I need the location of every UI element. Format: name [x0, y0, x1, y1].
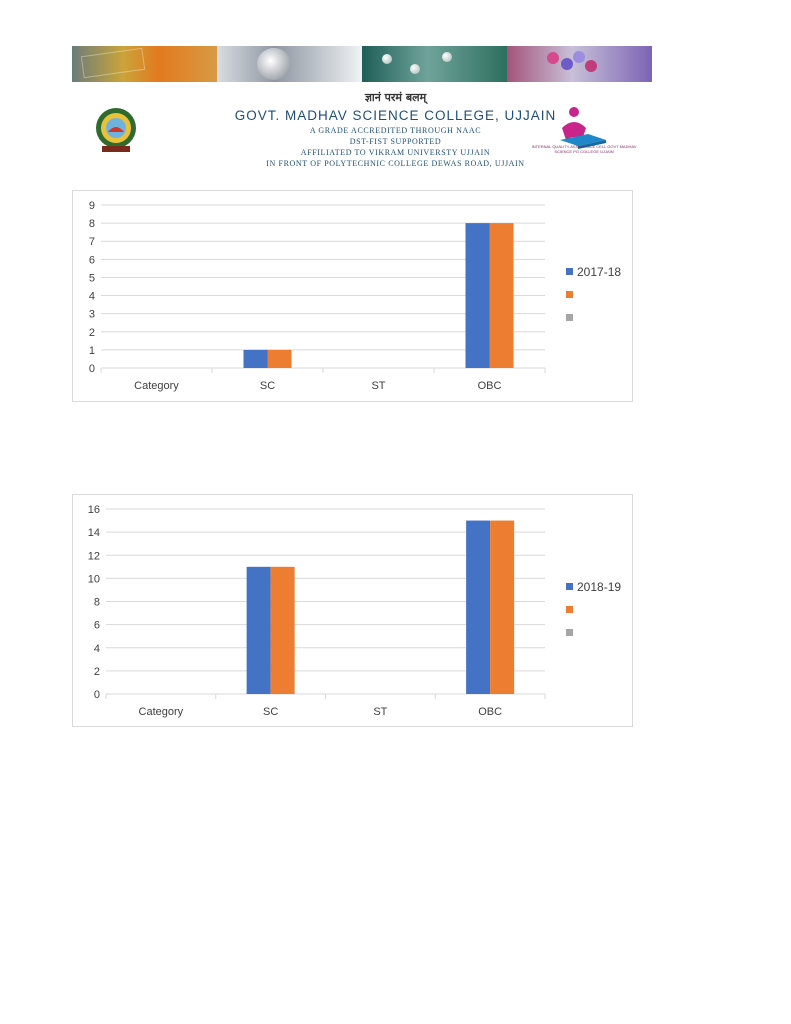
- chart-2017-18-svg: [73, 191, 632, 401]
- y-tick-label: 12: [87, 550, 100, 563]
- banner-image-atoms: [507, 46, 652, 82]
- y-tick-label: 6: [88, 254, 95, 267]
- x-tick-label: Category: [138, 706, 184, 718]
- college-motto: ज्ञानं परमं बलम्: [364, 91, 427, 104]
- y-tick-label: 5: [88, 272, 95, 285]
- affiliation-line: AFFILIATED TO VIKRAM UNIVERSTY UJJAIN: [300, 148, 491, 157]
- y-tick-label: 8: [88, 218, 95, 231]
- address-line: IN FRONT OF POLYTECHNIC COLLEGE DEWAS ROAD, UJJAIN: [266, 159, 525, 168]
- college-name: GOVT. MADHAV SCIENCE COLLEGE, UJJAIN: [234, 108, 557, 123]
- legend-label: 2018-19: [577, 580, 622, 594]
- chart-2018-19-svg: [73, 495, 632, 726]
- y-tick-label: 1: [88, 344, 95, 357]
- x-tick-label: OBC: [477, 380, 502, 392]
- bar-sc-series-1: [268, 350, 292, 368]
- legend-swatch: [566, 291, 573, 298]
- y-tick-label: 10: [87, 573, 100, 586]
- legend-label: 2017-18: [577, 265, 622, 279]
- y-tick-label: 16: [87, 504, 100, 516]
- x-tick-label: SC: [259, 380, 276, 392]
- chart-2018-19: [72, 494, 633, 727]
- y-tick-label: 0: [88, 363, 95, 375]
- x-tick-label: ST: [371, 380, 386, 392]
- header-banner: [72, 46, 652, 82]
- y-tick-label: 14: [87, 527, 100, 540]
- banner-image-robot: [217, 46, 362, 82]
- y-tick-label: 6: [93, 619, 100, 632]
- bar-sc-series-0: [247, 567, 271, 694]
- iqac-caption: INTERNAL QUALITY ASSURANCE CELL GOVT MADHAV SCIENCE PG COLLEGE UJJAIN: [531, 144, 637, 154]
- banner-image-molecules: [362, 46, 507, 82]
- y-tick-label: 0: [93, 689, 100, 701]
- bar-obc-series-0: [466, 521, 490, 694]
- legend-swatch: [566, 629, 573, 636]
- bar-obc-series-1: [490, 521, 514, 694]
- legend-swatch: [566, 268, 573, 275]
- bar-sc-series-0: [244, 350, 268, 368]
- banner-image-chemistry: [72, 46, 217, 82]
- y-tick-label: 8: [93, 596, 100, 609]
- x-tick-label: OBC: [478, 706, 503, 718]
- college-emblem-logo: [92, 106, 140, 154]
- bar-obc-series-1: [490, 223, 514, 368]
- x-tick-label: ST: [373, 706, 388, 718]
- legend-swatch: [566, 583, 573, 590]
- legend-swatch: [566, 606, 573, 613]
- bar-sc-series-1: [271, 567, 295, 694]
- y-tick-label: 4: [93, 642, 100, 655]
- y-tick-label: 3: [88, 308, 95, 321]
- y-tick-label: 2: [88, 326, 95, 339]
- legend-swatch: [566, 314, 573, 321]
- y-tick-label: 7: [88, 236, 95, 249]
- y-tick-label: 4: [88, 290, 95, 303]
- y-tick-label: 9: [88, 200, 95, 212]
- bar-obc-series-0: [466, 223, 490, 368]
- support-line: DST-FIST SUPPORTED: [349, 137, 442, 146]
- x-tick-label: Category: [134, 380, 179, 392]
- x-tick-label: SC: [262, 706, 279, 718]
- chart-2017-18: [72, 190, 633, 402]
- y-tick-label: 2: [93, 665, 100, 678]
- accreditation-line: A GRADE ACCREDITED THROUGH NAAC: [309, 126, 482, 135]
